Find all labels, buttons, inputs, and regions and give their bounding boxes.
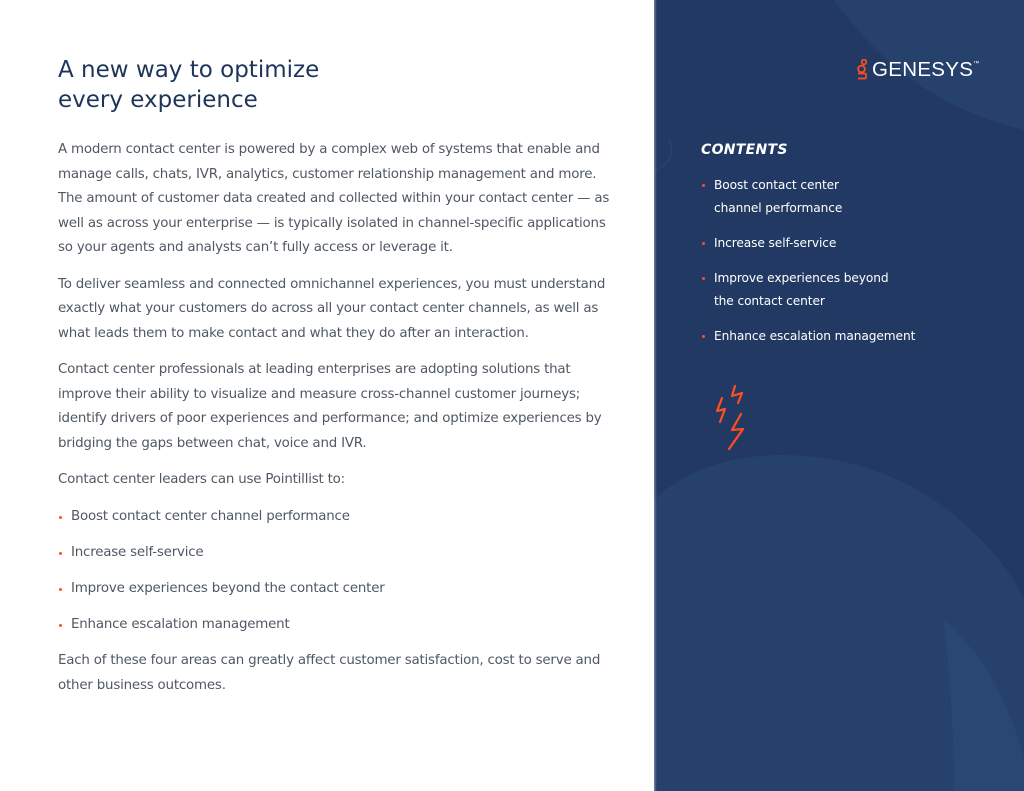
toc-item-line: the contact center [714,294,825,308]
toc-item-line: Boost contact center [714,178,839,192]
logo-text: GENESYS [872,58,974,81]
title-line-1: A new way to optimize [58,57,320,83]
toc-item-line: Increase self-service [714,236,837,250]
list-item: Enhance escalation management [58,613,618,638]
benefit-list [58,505,618,638]
page-title [58,55,319,115]
sidebar [654,0,1024,791]
toc-item-self-service[interactable] [701,232,931,255]
toc-item-line: channel performance [714,201,843,215]
toc-item-line: Enhance escalation management [714,329,916,343]
paragraph-leaders: Contact center leaders can use Pointillist to: [58,472,345,487]
list-item: Increase self-service [58,541,618,566]
paragraph-professionals: Contact center professionals at leading enterprises are adopting solutions that improve their ability to visualize and measure cross-channel customer journeys; identify drivers of poor experiences and performance; and optimize experiences by bridging the gaps between chat, voice and IVR. [58,362,602,451]
contents-title: CONTENTS [701,142,788,158]
toc-item-line: Improve experiences beyond [714,271,889,285]
list-item: Improve experiences beyond the contact center [58,577,618,602]
genesys-logo-icon [856,59,868,81]
toc-item-escalation[interactable] [701,325,931,348]
table-of-contents [701,174,931,360]
toc-item-improve-experiences[interactable] [701,267,931,313]
lightning-bolts-icon [714,384,754,454]
body-text [58,138,618,710]
page-edge [654,0,657,791]
title-line-2: every experience [58,87,258,113]
genesys-logo [856,58,979,82]
toc-item-boost-performance[interactable] [701,174,931,220]
paragraph-intro: A modern contact center is powered by a complex web of systems that enable and manage calls, chats, IVR, analytics, customer relationship management and more. The amount of customer data created and collected within your contact center — as well as across your enterprise — is typically isolated in channel-specific applications so your agents and analysts can’t fully access or leverage it. [58,142,610,255]
trademark-mark: ™ [973,61,980,67]
paragraph-omnichannel: To deliver seamless and connected omnichannel experiences, you must understand exactly what your customers do across all your contact center channels, as well as what leads them to make contact and what they do after an interaction. [58,276,606,341]
background-decoration [654,0,1024,791]
list-item: Boost contact center channel performance [58,505,618,530]
paragraph-closing: Each of these four areas can greatly affect customer satisfaction, cost to serve and other business outcomes. [58,653,601,693]
